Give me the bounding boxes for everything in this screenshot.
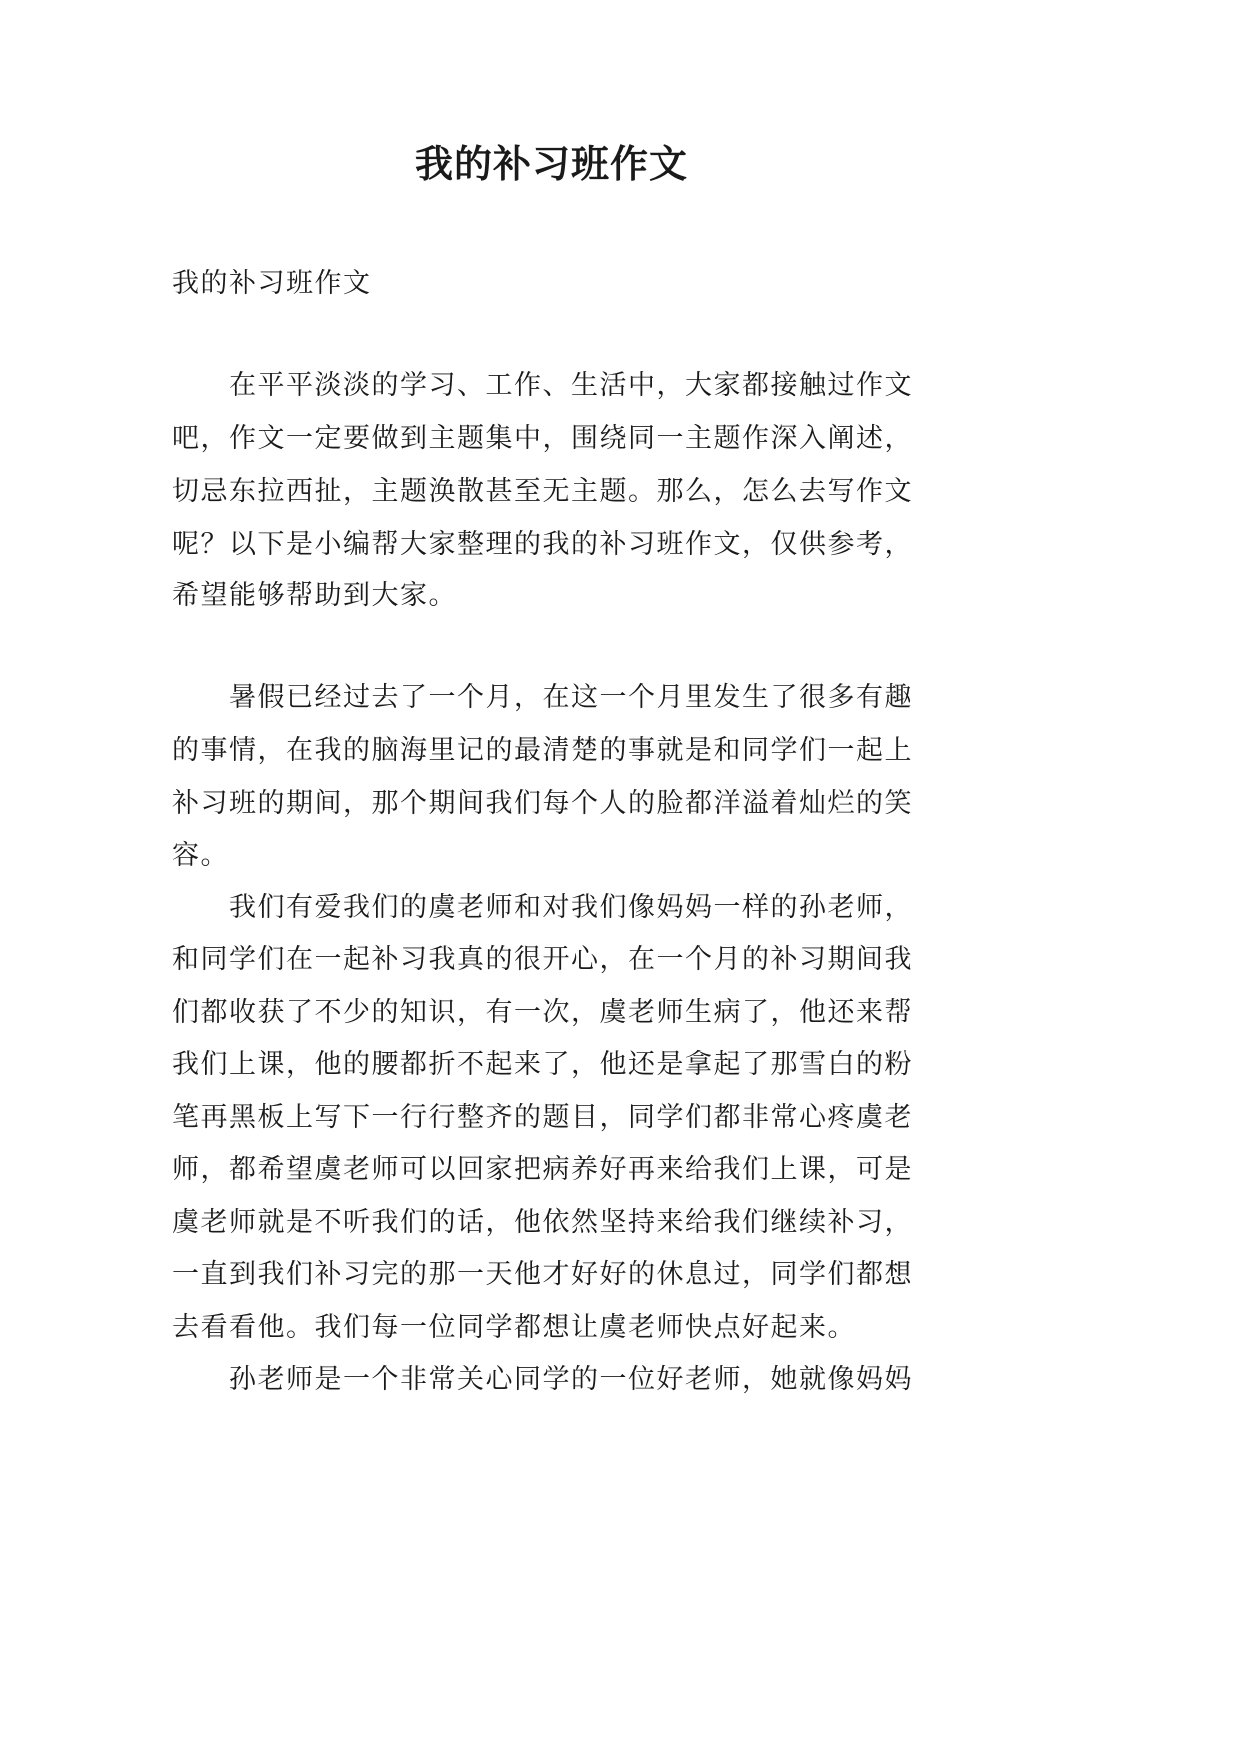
document-title: 我的补习班作文 (414, 141, 688, 186)
body-line: 我们上课，他的腰都折不起来了，他还是拿起了那雪白的粉 (172, 1049, 913, 1080)
body-line: 虞老师就是不听我们的话，他依然坚持来给我们继续补习， (172, 1207, 913, 1238)
body-line: 一直到我们补习完的那一天他才好好的休息过，同学们都想 (172, 1259, 913, 1290)
body-line: 暑假已经过去了一个月，在这一个月里发生了很多有趣 (172, 682, 913, 713)
body-line: 我们有爱我们的虞老师和对我们像妈妈一样的孙老师， (172, 892, 913, 923)
body-line: 补习班的期间，那个期间我们每个人的脸都洋溢着灿烂的笑 (172, 788, 913, 819)
body-line: 去看看他。我们每一位同学都想让虞老师快点好起来。 (172, 1312, 856, 1343)
body-line: 在平平淡淡的学习、工作、生活中，大家都接触过作文 (172, 370, 913, 401)
body-line: 们都收获了不少的知识，有一次，虞老师生病了，他还来帮 (172, 997, 913, 1028)
body-line: 笔再黑板上写下一行行整齐的题目，同学们都非常心疼虞老 (172, 1102, 913, 1133)
body-line: 容。 (172, 840, 229, 871)
body-line: 吧，作文一定要做到主题集中，围绕同一主题作深入阐述， (172, 423, 913, 454)
body-line: 孙老师是一个非常关心同学的一位好老师，她就像妈妈 (172, 1364, 913, 1395)
body-line: 希望能够帮助到大家。 (172, 580, 457, 611)
body-line: 和同学们在一起补习我真的很开心，在一个月的补习期间我 (172, 944, 913, 975)
body-line: 呢？以下是小编帮大家整理的我的补习班作文，仅供参考， (172, 529, 913, 560)
body-line: 的事情，在我的脑海里记的最清楚的事就是和同学们一起上 (172, 735, 913, 766)
body-line: 师，都希望虞老师可以回家把病养好再来给我们上课，可是 (172, 1154, 913, 1185)
document-subtitle: 我的补习班作文 (172, 268, 372, 299)
body-line: 切忌东拉西扯，主题涣散甚至无主题。那么，怎么去写作文 (172, 476, 913, 507)
